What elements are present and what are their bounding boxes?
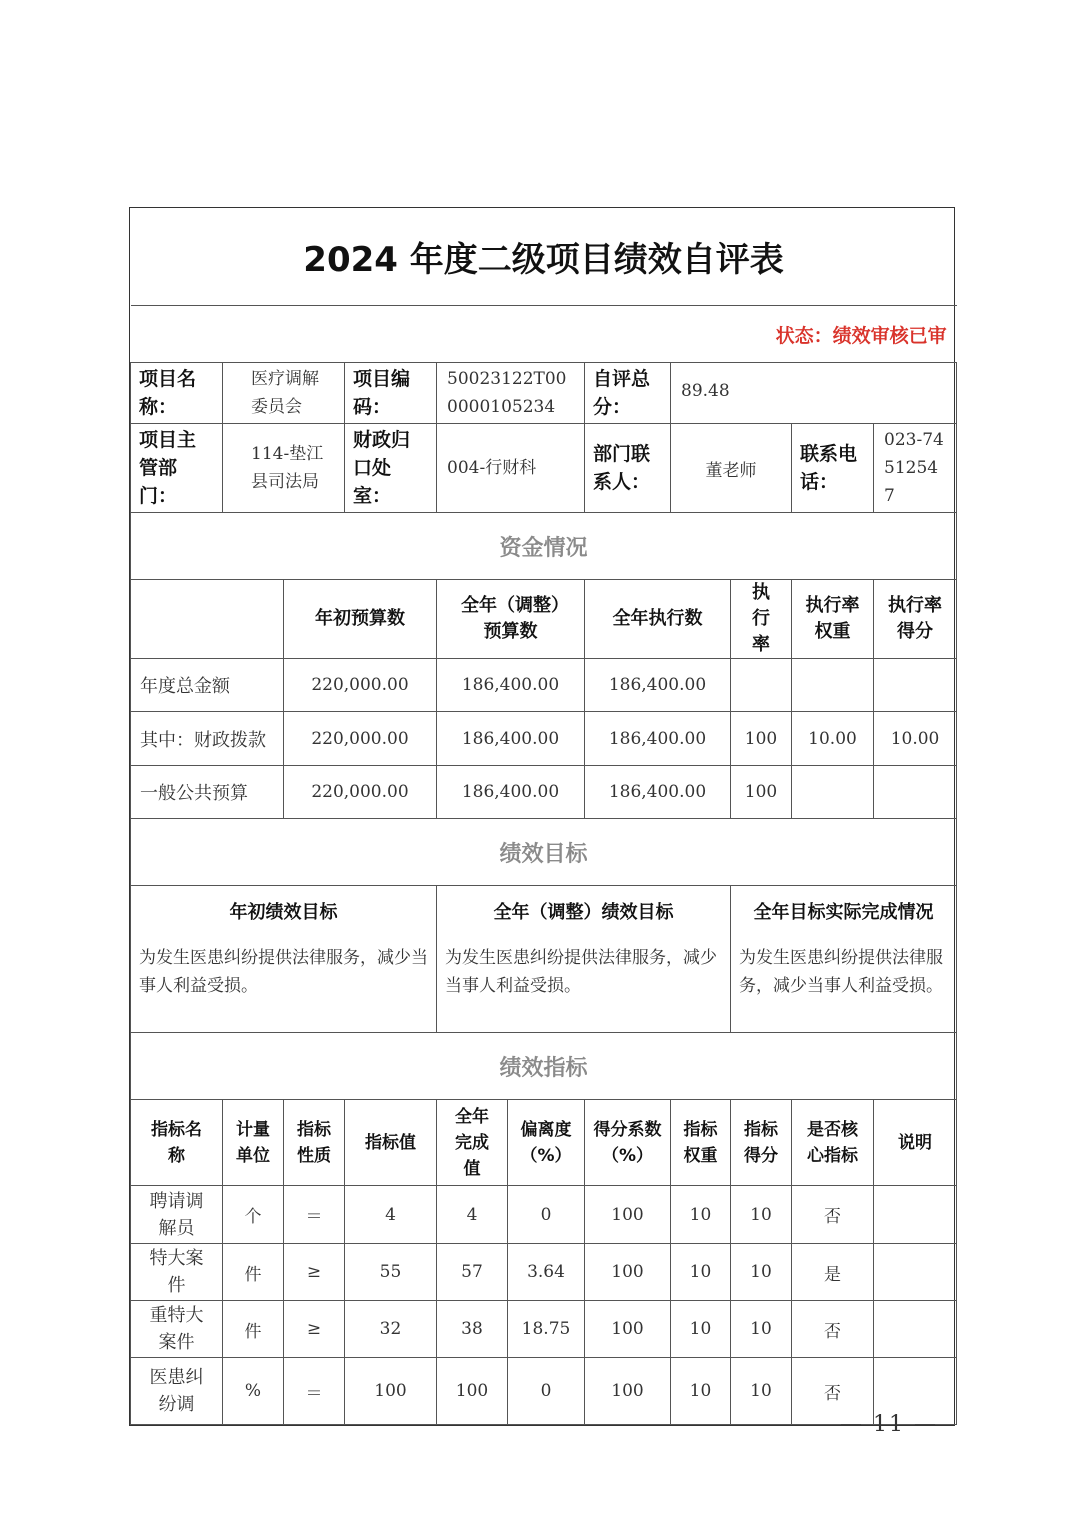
- indicator-cell: 个: [223, 1186, 284, 1244]
- table-row: [131, 659, 957, 712]
- indicator-cell: 4: [345, 1186, 437, 1244]
- table-row: [131, 1301, 957, 1358]
- indicator-cell: 10: [731, 1186, 792, 1244]
- indicator-cell: 是: [792, 1244, 874, 1301]
- indicator-cell: 0: [508, 1358, 585, 1425]
- funds-cell: [731, 659, 792, 712]
- ind-header-core: 是否核心指标: [792, 1100, 874, 1186]
- dept-label: 项目主管部门：: [131, 424, 223, 513]
- funds-row-label: 一般公共预算: [131, 766, 284, 819]
- indicator-cell: 3.64: [508, 1244, 585, 1301]
- funds-cell: 100: [731, 712, 792, 766]
- indicator-cell: 32: [345, 1301, 437, 1358]
- form-table: [130, 208, 957, 1425]
- ind-header-target: 指标值: [345, 1100, 437, 1186]
- self-score-label: 自评总分：: [585, 363, 671, 424]
- funds-header-weight: 执行率权重: [792, 580, 874, 659]
- funds-cell: 220,000.00: [284, 659, 437, 712]
- project-code-label: 项目编码：: [345, 363, 437, 424]
- table-row: [131, 1358, 957, 1425]
- self-score-value: 89.48: [671, 363, 957, 424]
- contact-value: 董老师: [671, 424, 792, 513]
- funds-cell: [874, 659, 957, 712]
- indicator-cell: 10: [671, 1186, 731, 1244]
- indicator-cell: ＝: [284, 1358, 345, 1425]
- funds-cell: 10.00: [792, 712, 874, 766]
- indicator-cell: 100: [345, 1358, 437, 1425]
- indicator-cell: 10: [731, 1301, 792, 1358]
- goal-actual-text: 为发生医患纠纷提供法律服务，减少当事人利益受损。: [731, 940, 957, 1033]
- project-code-value: 50023122T000000105234: [437, 363, 585, 424]
- funds-cell: 186,400.00: [437, 766, 585, 819]
- indicator-cell: 否: [792, 1358, 874, 1425]
- page-number: — 11 —: [840, 1412, 938, 1437]
- funds-cell: 220,000.00: [284, 766, 437, 819]
- table-row: [131, 766, 957, 819]
- funds-cell: 186,400.00: [585, 712, 731, 766]
- funds-section-title: 资金情况: [499, 535, 588, 561]
- funds-header-score: 执行率得分: [874, 580, 957, 659]
- ind-header-note: 说明: [874, 1100, 957, 1186]
- indicator-name: 医患纠纷调: [131, 1358, 223, 1425]
- indicator-cell: 10: [731, 1358, 792, 1425]
- goals-header-adjusted: 全年（调整）绩效目标: [437, 886, 731, 940]
- indicator-cell: 10: [731, 1244, 792, 1301]
- project-name-value: 医疗调解委员会: [223, 363, 345, 424]
- contact-label: 部门联系人：: [585, 424, 671, 513]
- indicator-name: 重特大案件: [131, 1301, 223, 1358]
- indicator-name: 特大案件: [131, 1244, 223, 1301]
- indicator-cell: ≥: [284, 1244, 345, 1301]
- ind-header-score: 指标得分: [731, 1100, 792, 1186]
- funds-cell: [874, 766, 957, 819]
- ind-header-actual: 全年完成值: [437, 1100, 508, 1186]
- funds-header-initial: 年初预算数: [284, 580, 437, 659]
- indicator-cell: 57: [437, 1244, 508, 1301]
- indicator-cell: 10: [671, 1358, 731, 1425]
- goals-header-actual: 全年目标实际完成情况: [731, 886, 957, 940]
- evaluation-form: [129, 207, 955, 1426]
- indicator-cell: 55: [345, 1244, 437, 1301]
- indicators-section-title: 绩效指标: [499, 1055, 588, 1081]
- goals-section-title: 绩效目标: [499, 841, 588, 867]
- project-name-label: 项目名称：: [131, 363, 223, 424]
- funds-cell: [792, 659, 874, 712]
- indicator-cell: 100: [437, 1358, 508, 1425]
- funds-cell: 186,400.00: [585, 766, 731, 819]
- funds-cell: 220,000.00: [284, 712, 437, 766]
- indicator-cell: [874, 1301, 957, 1358]
- indicator-cell: 100: [585, 1244, 671, 1301]
- funds-corner-cell: [131, 580, 284, 659]
- ind-header-name: 指标名称: [131, 1100, 223, 1186]
- indicator-cell: 否: [792, 1301, 874, 1358]
- indicator-name: 聘请调解员: [131, 1186, 223, 1244]
- finance-value: 004-行财科: [437, 424, 585, 513]
- indicator-cell: 100: [585, 1301, 671, 1358]
- funds-header-rate: 执行率: [731, 580, 792, 659]
- indicator-cell: 38: [437, 1301, 508, 1358]
- indicator-cell: 件: [223, 1244, 284, 1301]
- finance-label: 财政归口处室：: [345, 424, 437, 513]
- goal-initial-text: 为发生医患纠纷提供法律服务，减少当事人利益受损。: [131, 940, 437, 1033]
- funds-header-executed: 全年执行数: [585, 580, 731, 659]
- dept-value: 114-垫江县司法局: [223, 424, 345, 513]
- indicator-cell: 4: [437, 1186, 508, 1244]
- indicator-cell: 100: [585, 1186, 671, 1244]
- indicator-cell: 10: [671, 1301, 731, 1358]
- funds-cell: 186,400.00: [585, 659, 731, 712]
- indicator-cell: [874, 1186, 957, 1244]
- page-title: 2024 年度二级项目绩效自评表: [303, 240, 784, 280]
- funds-cell: 186,400.00: [437, 712, 585, 766]
- ind-header-deviation: 偏离度（%）: [508, 1100, 585, 1186]
- table-row: [131, 712, 957, 766]
- funds-header-adjusted: 全年（调整）预算数: [437, 580, 585, 659]
- ind-header-unit: 计量单位: [223, 1100, 284, 1186]
- status-badge: 状态：绩效审核已审: [775, 324, 947, 347]
- indicator-cell: 否: [792, 1186, 874, 1244]
- table-row: [131, 1186, 957, 1244]
- funds-row-label: 年度总金额: [131, 659, 284, 712]
- ind-header-nature: 指标性质: [284, 1100, 345, 1186]
- indicator-cell: 18.75: [508, 1301, 585, 1358]
- ind-header-weight: 指标权重: [671, 1100, 731, 1186]
- funds-cell: 186,400.00: [437, 659, 585, 712]
- funds-row-label: 其中：财政拨款: [131, 712, 284, 766]
- indicator-cell: 件: [223, 1301, 284, 1358]
- goal-adjusted-text: 为发生医患纠纷提供法律服务，减少当事人利益受损。: [437, 940, 731, 1033]
- funds-cell: 100: [731, 766, 792, 819]
- phone-value: 023-74512547: [874, 424, 957, 513]
- indicator-cell: 0: [508, 1186, 585, 1244]
- goals-header-initial: 年初绩效目标: [131, 886, 437, 940]
- indicator-cell: %: [223, 1358, 284, 1425]
- indicator-cell: [874, 1244, 957, 1301]
- indicator-cell: 100: [585, 1358, 671, 1425]
- indicator-cell: ＝: [284, 1186, 345, 1244]
- ind-header-coef: 得分系数（%）: [585, 1100, 671, 1186]
- phone-label: 联系电话：: [792, 424, 874, 513]
- funds-cell: 10.00: [874, 712, 957, 766]
- table-row: [131, 1244, 957, 1301]
- funds-cell: [792, 766, 874, 819]
- indicator-cell: 10: [671, 1244, 731, 1301]
- indicator-cell: ≥: [284, 1301, 345, 1358]
